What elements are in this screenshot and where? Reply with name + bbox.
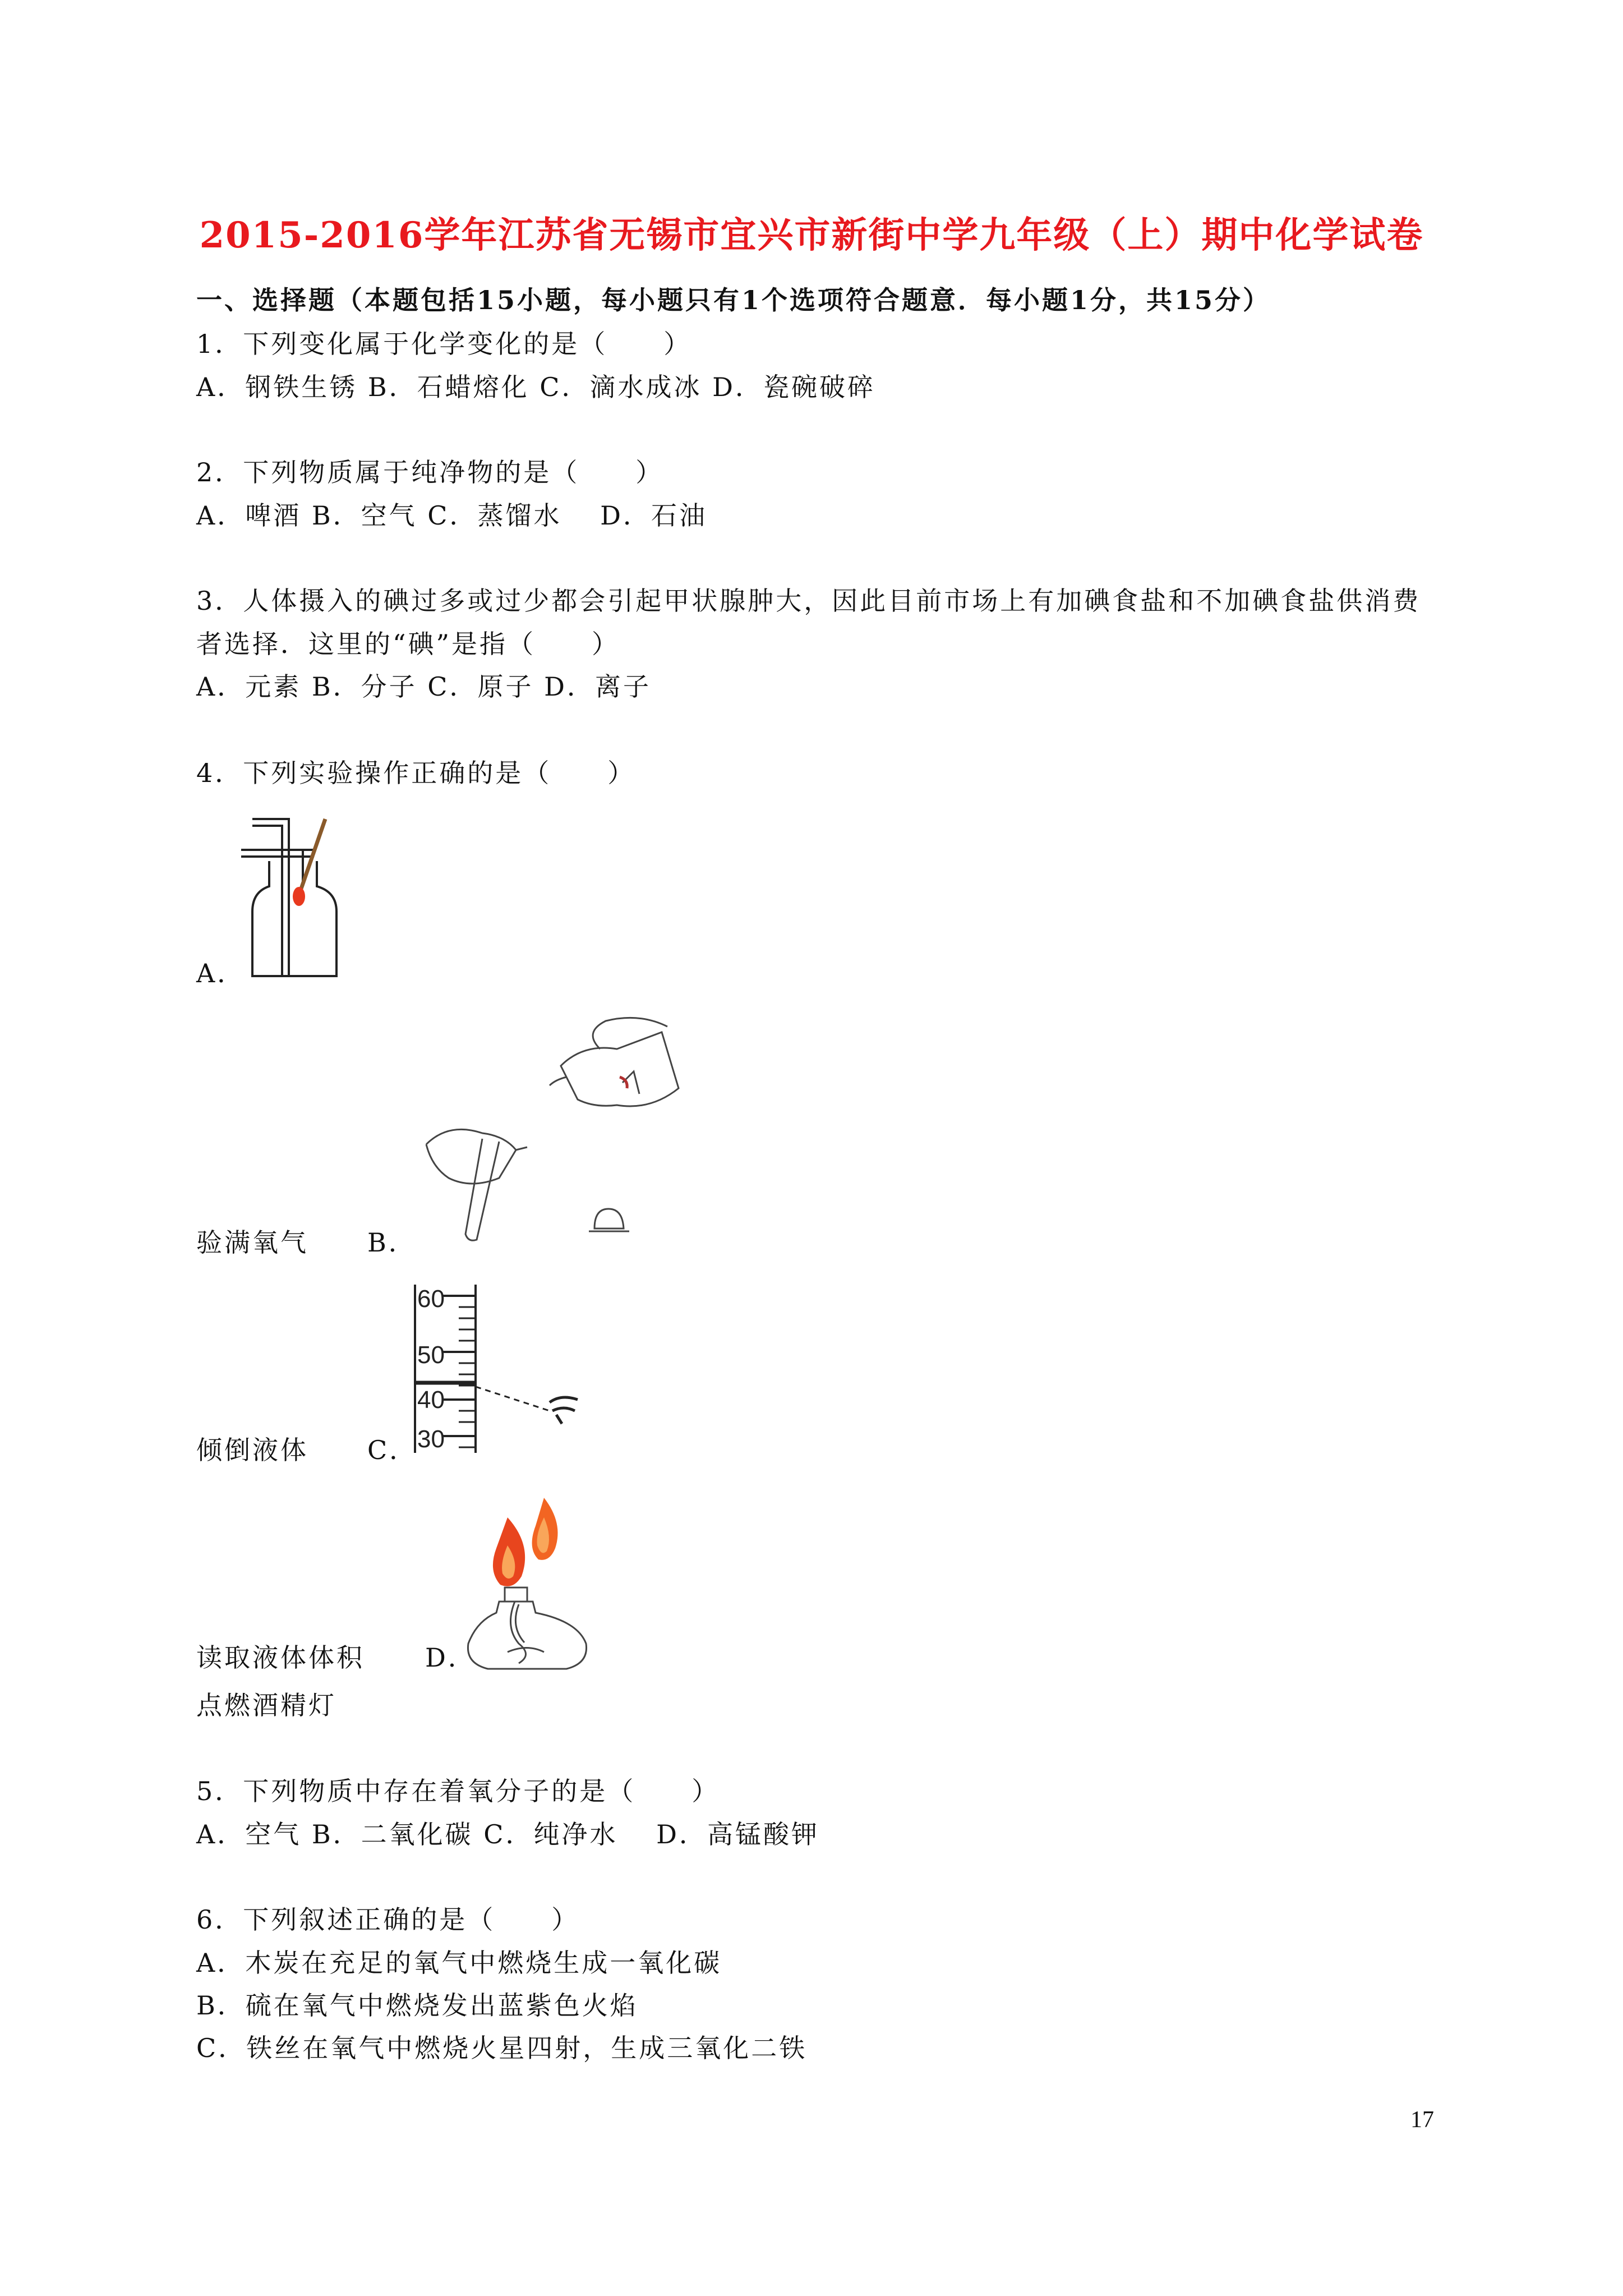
option-b-caption: 倾倒液体	[196, 1435, 308, 1465]
question-6-option-a: A．木炭在充足的氧气中燃烧生成一氧化碳	[196, 1948, 722, 1978]
option-d-caption: 点燃酒精灯	[196, 1690, 336, 1720]
option-a-caption: 验满氧气	[196, 1227, 308, 1258]
tick-label-40: 40	[417, 1386, 445, 1414]
option-c-label: C．	[367, 1435, 418, 1465]
option-d-label: D．	[425, 1642, 476, 1673]
question-1-options: A．钢铁生锈 B．石蜡熔化 C．滴水成冰 D．瓷碗破碎	[196, 372, 875, 402]
option-c-caption: 读取液体体积	[196, 1642, 365, 1673]
option-a-label: A．	[196, 958, 246, 988]
option-b-label: B．	[367, 1227, 417, 1258]
question-2-stem: 2．下列物质属于纯净物的是（ ）	[196, 457, 664, 487]
question-6-option-b: B．硫在氧气中燃烧发出蓝紫色火焰	[196, 1990, 638, 2021]
question-5-stem: 5．下列物质中存在着氧分子的是（ ）	[196, 1776, 720, 1806]
question-6-option-c: C．铁丝在氧气中燃烧火星四射，生成三氧化二铁	[196, 2033, 808, 2063]
page-title: 2015-2016学年江苏省无锡市宜兴市新街中学九年级（上）期中化学试卷	[199, 214, 1424, 256]
page-number: 17	[1410, 2107, 1434, 2133]
tick-label-30: 30	[417, 1425, 445, 1453]
question-3-stem-line2: 者选择．这里的“碘”是指（ ）	[196, 629, 620, 659]
pouring-liquid-figure	[415, 1010, 690, 1245]
question-3-options: A．元素 B．分子 C．原子 D．离子	[196, 671, 651, 702]
question-1-stem: 1．下列变化属于化学变化的是（ ）	[196, 329, 692, 359]
question-3-stem-line1: 3．人体摄入的碘过多或过少都会引起甲状腺肿大，因此目前市场上有加碘食盐和不加碘食盐供消费	[196, 586, 1421, 616]
question-4-stem: 4．下列实验操作正确的是（ ）	[196, 758, 636, 788]
gas-bottle-figure	[236, 808, 365, 987]
tick-label-50: 50	[417, 1341, 445, 1369]
question-6-stem: 6．下列叙述正确的是（ ）	[196, 1904, 580, 1935]
section-heading: 一、选择题（本题包括15小题，每小题只有1个选项符合题意．每小题1分，共15分）	[196, 285, 1271, 315]
alcohol-lamp-figure	[465, 1492, 611, 1674]
measuring-cylinder-figure	[409, 1285, 589, 1458]
question-2-options: A．啤酒 B．空气 C．蒸馏水 D．石油	[196, 500, 707, 531]
question-5-options: A．空气 B．二氧化碳 C．纯净水 D．高锰酸钾	[196, 1819, 819, 1849]
tick-label-60: 60	[417, 1285, 445, 1313]
